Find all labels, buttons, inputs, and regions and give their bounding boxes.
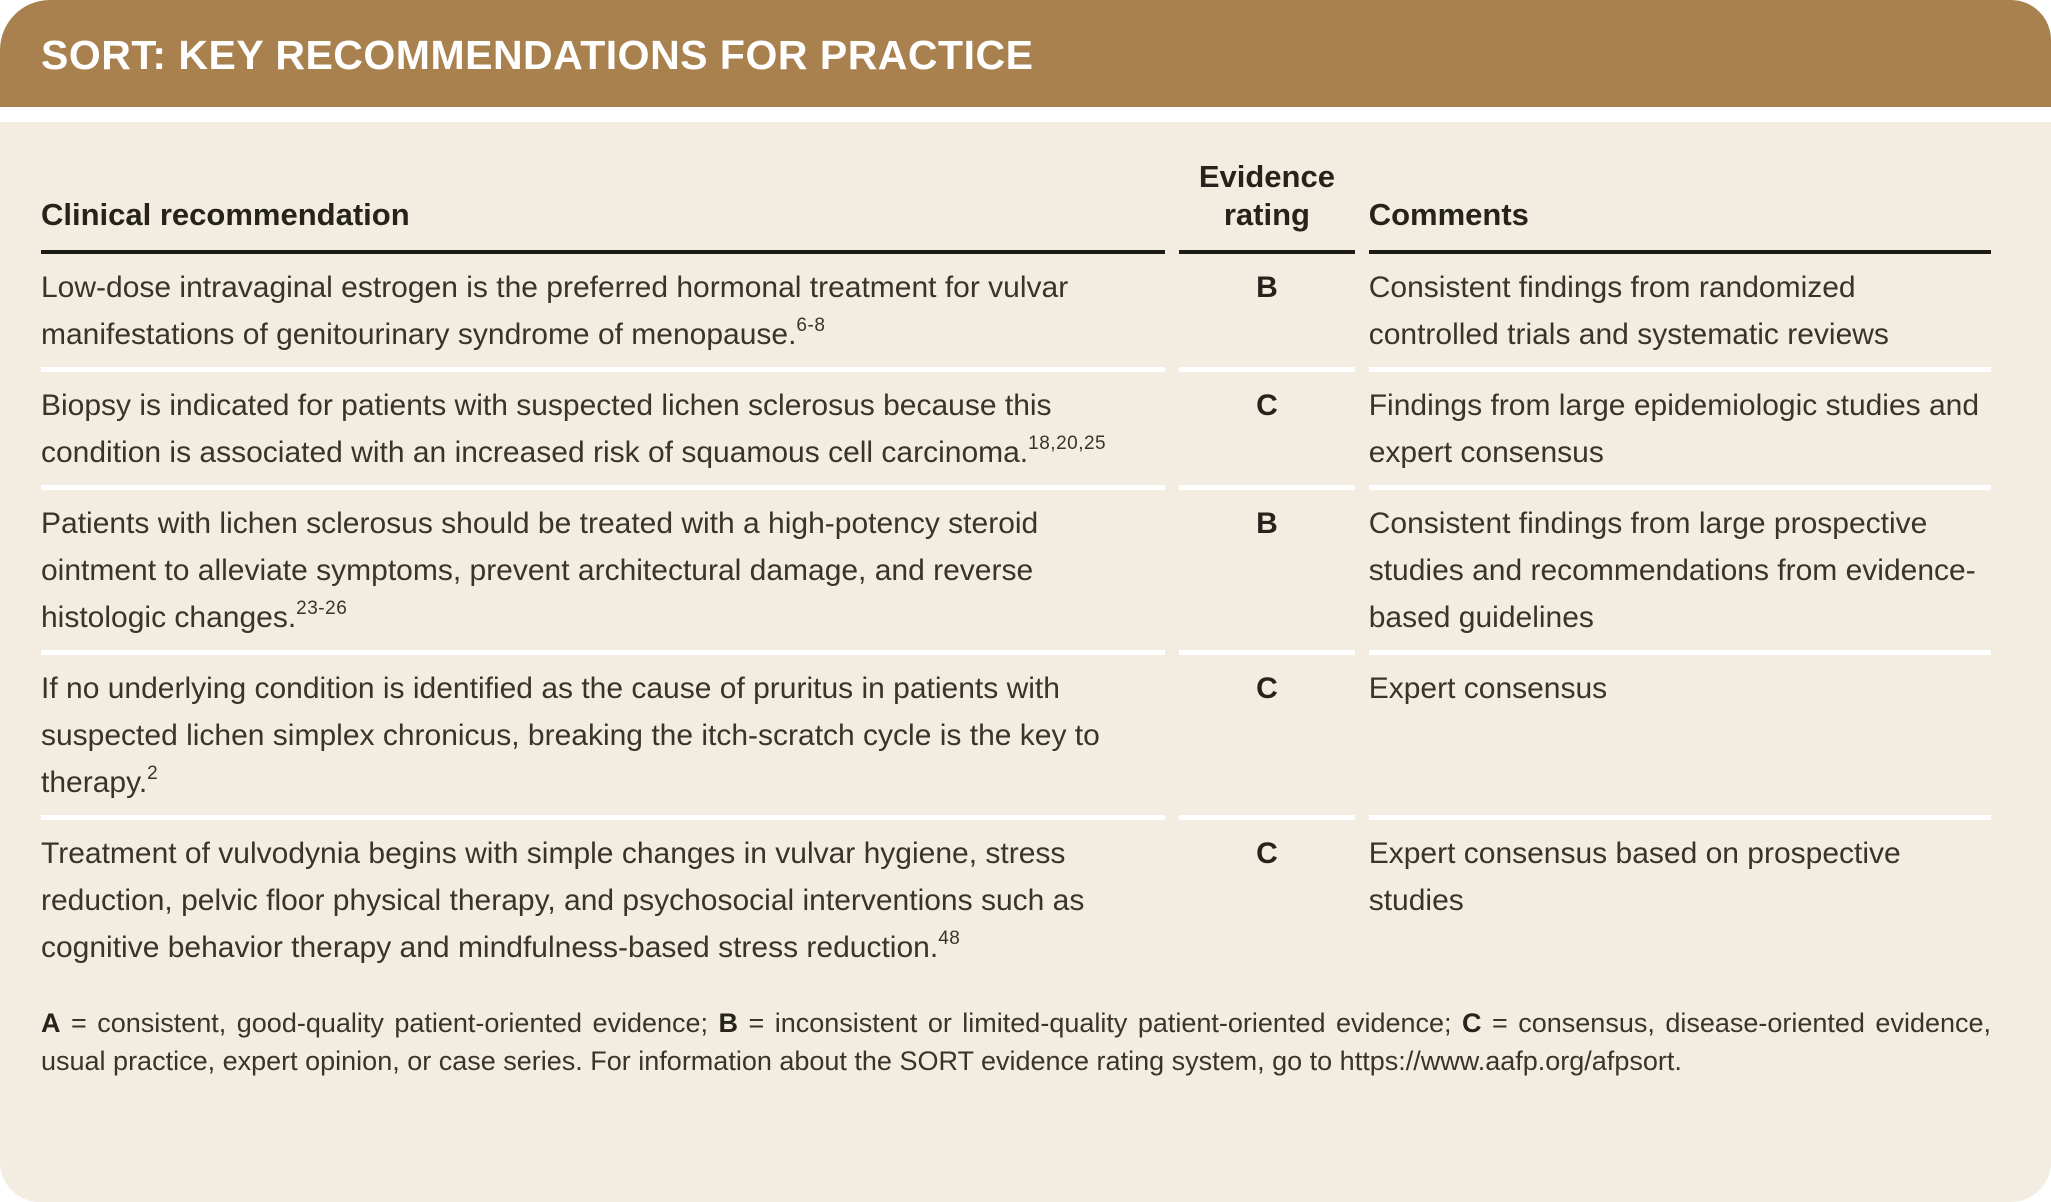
footnote-rating-a-label: A	[41, 1008, 61, 1038]
evidence-rating-cell: C	[1179, 650, 1355, 815]
citation-superscript: 2	[147, 763, 159, 784]
column-header-clinical-recommendation: Clinical recommendation	[41, 144, 1165, 254]
table-title-bar	[0, 0, 2051, 107]
recommendation-cell	[41, 367, 1165, 485]
comments-cell: Findings from large epidemiologic studies and expert consensus	[1369, 367, 1991, 485]
footnote-segment: = consensus, disease-oriented evidence, usual practice, expert opinion, or case series. For information about the SORT evidence rating system, go to	[41, 1008, 1992, 1076]
table-row	[41, 367, 1991, 485]
table-row	[41, 650, 1991, 815]
column-header-comments: Comments	[1369, 144, 1991, 254]
evidence-rating-cell: B	[1179, 485, 1355, 650]
recommendation-cell	[41, 815, 1165, 980]
citation-superscript: 23-26	[296, 598, 348, 619]
recommendation-cell	[41, 485, 1165, 650]
table-row	[41, 485, 1991, 650]
sort-url: https://www.aafp.org/afpsort.	[1339, 1046, 1682, 1076]
recommendation-text: If no underlying condition is identified as the cause of pruritus in patients with suspected lichen simplex chronicus, breaking the itch-scratch cycle is the key to therapy.	[41, 672, 1100, 799]
recommendation-text: Biopsy is indicated for patients with suspected lichen sclerosus because this condition is associated with an increased risk of squamous cell carcinoma.	[41, 389, 1052, 469]
footnote-rating-c-label: C	[1462, 1008, 1482, 1038]
comments-cell: Consistent findings from large prospective studies and recommendations from evidence-based guidelines	[1369, 485, 1991, 650]
recommendation-text: Low-dose intravaginal estrogen is the preferred hormonal treatment for vulvar manifestations of genitourinary syndrome of menopause.	[41, 271, 1069, 351]
footnote-rating-b-label: B	[718, 1008, 739, 1038]
footnote	[41, 1004, 1991, 1080]
recommendations-table	[27, 144, 2005, 980]
recommendation-cell	[41, 254, 1165, 367]
table-row	[41, 815, 1991, 980]
table-header-row	[41, 144, 1991, 254]
comments-cell: Expert consensus	[1369, 650, 1991, 815]
footnote-segment: = inconsistent or limited-quality patient-oriented evidence;	[738, 1008, 1463, 1038]
recommendation-cell	[41, 650, 1165, 815]
citation-superscript: 18,20,25	[1028, 433, 1107, 454]
column-header-evidence-rating: Evidence rating	[1179, 144, 1355, 254]
evidence-rating-cell: B	[1256, 271, 1278, 304]
recommendation-text: Patients with lichen sclerosus should be treated with a high-potency steroid ointment to alleviate symptoms, prevent architectural damage, and reverse histologic changes.	[41, 507, 1039, 634]
comments-cell: Expert consensus based on prospective studies	[1369, 815, 1991, 980]
table-body-panel	[0, 122, 2051, 1202]
citation-superscript: 48	[938, 928, 961, 949]
title-body-divider	[0, 107, 2051, 122]
citation-superscript: 6-8	[796, 315, 826, 336]
table-title: SORT: KEY RECOMMENDATIONS FOR PRACTICE	[41, 32, 1034, 78]
footnote-segment: = consistent, good-quality patient-oriented evidence;	[60, 1008, 719, 1038]
evidence-rating-cell: C	[1179, 367, 1355, 485]
table-row	[41, 254, 1991, 367]
recommendation-text: Treatment of vulvodynia begins with simple changes in vulvar hygiene, stress reduction, pelvic floor physical therapy, and psychosocial interventions such as cognitive behavior therapy and mindfulness-based stress reduction.	[41, 837, 1085, 964]
evidence-rating-cell: C	[1179, 815, 1355, 980]
comments-cell: Consistent findings from randomized controlled trials and systematic reviews	[1368, 271, 1889, 351]
